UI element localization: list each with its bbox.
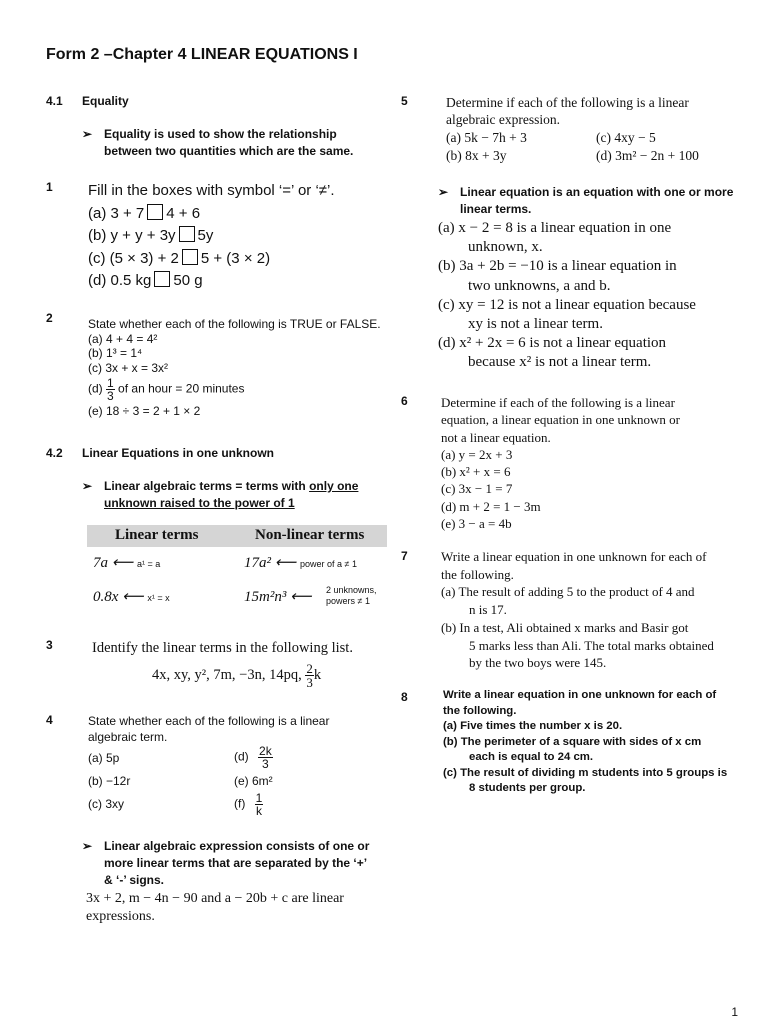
bullet-linear-equation: ➢ Linear equation is an equation with one or more linear terms.	[438, 185, 734, 216]
q4-option: (f) $\frac{1}{k}$	[234, 791, 263, 818]
question-1: Fill in the boxes with symbol ‘=’ or ‘≠’. (a) 3 + 7 4 + 6 (b) y + y + 3y 5y (c) (5 × 3) + 2 5 + (3 × 2) (d) 0.5 kg 50 g	[88, 182, 335, 289]
question-3-list: 4x, xy, y², 7m, −3n, 14pq, $\frac{2}{3}$ k	[152, 661, 322, 690]
term-example: 15m²n³ ⟵	[244, 589, 312, 605]
question-6: Determine if each of the following is a linear equation, a linear equation in one unknown or not a linear equation. (a) y = 2x + 3 (b) x² + x = 6 (c) 3x − 1 = 7 (d) m + 2 = 1 − 3m (e) 3 − a = 4b	[441, 395, 680, 532]
answer-box[interactable]	[147, 204, 163, 220]
question-number: 1	[46, 180, 53, 194]
question-number: 8	[401, 690, 408, 704]
section-number: 4.2	[46, 446, 63, 460]
term-note: 2 unknowns, powers ≠ 1	[326, 585, 377, 606]
question-number: 4	[46, 713, 53, 727]
question-number: 6	[401, 394, 408, 408]
bullet-linear-expression: ➢ Linear algebraic expression consists of one or more linear terms that are separated by the ‘+’ & ‘-’ signs.	[82, 839, 370, 887]
bullet-equality: ➢ Equality is used to show the relationship between two quantities which are the same.	[82, 127, 354, 158]
bullet-linear-terms: ➢ Linear algebraic terms = terms with only one unknown raised to the power of 1	[82, 479, 359, 510]
term-example: 0.8x ⟵ x¹ = x	[93, 589, 170, 605]
question-3-prompt: Identify the linear terms in the following list.	[92, 640, 353, 656]
page-number: 1	[731, 1005, 738, 1019]
section-number: 4.1	[46, 94, 63, 108]
nonlinear-terms-heading: Non-linear terms	[255, 527, 365, 543]
linear-terms-heading: Linear terms	[115, 527, 199, 543]
q4-option: (b) −12r	[88, 774, 131, 788]
question-7: Write a linear equation in one unknown for each of the following. (a) The result of adding 5 to the product of 4 and n is 17. (b) In a test, Ali obtained x marks and Basir got 5 marks less than Ali. The total marks obtained by the two boys were 145.	[441, 549, 714, 671]
question-5-prompt: Determine if each of the following is a linear algebraic expression.	[446, 95, 689, 127]
question-number: 7	[401, 549, 408, 563]
q4-option: (a) 5p	[88, 751, 120, 765]
question-number: 2	[46, 311, 53, 325]
question-8: Write a linear equation in one unknown for each of the following. (a) Five times the number x is 20. (b) The perimeter of a square with sides of x cm each is equal to 24 cm. (c) The result of dividing m students into 5 groups is 8 students per group.	[443, 689, 728, 794]
q5-option: (d) 3m² − 2n + 100	[596, 148, 699, 163]
q4-option: (d) $\frac{2k}{3}$	[234, 744, 272, 771]
question-number: 5	[401, 94, 408, 108]
answer-box[interactable]	[154, 271, 170, 287]
section-title: Linear Equations in one unknown	[82, 446, 275, 460]
q5-option: (b) 8x + 3y	[446, 148, 507, 163]
page-title: Form 2 –Chapter 4 LINEAR EQUATIONS I	[46, 46, 358, 63]
answer-box[interactable]	[182, 249, 198, 265]
answer-box[interactable]	[179, 226, 195, 242]
q4-option: (e) 6m²	[234, 774, 273, 788]
q5-option: (a) 5k − 7h + 3	[446, 130, 527, 145]
question-4-prompt: State whether each of the following is a linear algebraic term.	[88, 714, 330, 744]
term-example: 17a² ⟵ power of a ≠ 1	[244, 555, 357, 571]
section-title: Equality	[82, 94, 129, 108]
question-number: 3	[46, 638, 53, 652]
linear-equation-examples: (a) x − 2 = 8 is a linear equation in one unknown, x. (b) 3a + 2b = −10 is a linear equation in two unknowns, a and b. (c) xy = 12 is not a linear equation because xy is not a linear term. (d) x² + 2x = 6 is not a linear equation because x² is not a linear term.	[438, 220, 696, 371]
q5-option: (c) 4xy − 5	[596, 130, 656, 145]
q4-option: (c) 3xy	[88, 797, 124, 811]
question-2: State whether each of the following is TRUE or FALSE. (a) 4 + 4 = 4² (b) 1³ = 1⁴ (c) 3x + x = 3x² (d) $\frac{1}{3}$ of an hour = 20 minutes (e) 18 ÷ 3 = 2 + 1 × 2	[88, 317, 381, 418]
term-example: 7a ⟵ a¹ = a	[93, 555, 161, 571]
linear-expression-examples: 3x + 2, m − 4n − 90 and a − 20b + c are linear expressions.	[86, 891, 344, 924]
